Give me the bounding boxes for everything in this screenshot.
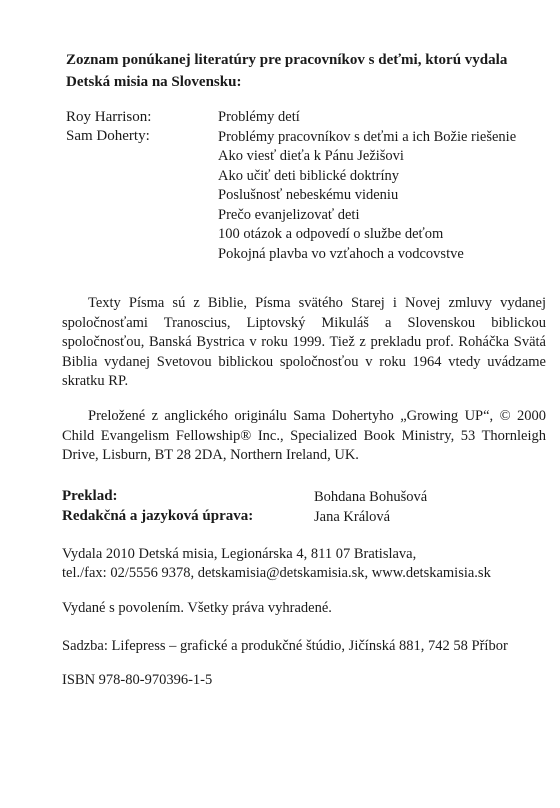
scripture-source-note: Texty Písma sú z Biblie, Písma svätého Starej i Novej zmluvy vydanej spoločnosťami Tranoscius, Liptovský Mikuláš a Slovenskou biblickou spoločnosťou, Banská Bystrica v roku 1999. Tiež z prekladu prof. Roháčka Svätá Biblia vydanej Svetovou biblickou spoločnosťou v roku 1964 vtedy uvádzame skratku RP.: [62, 295, 546, 389]
book-title: Problémy pracovníkov s deťmi a ich Božie riešenie: [218, 128, 517, 145]
credit-label-translation: Preklad:: [62, 488, 118, 504]
book-title: Pokojná plavba vo vzťahoch a vodcovstve: [218, 245, 464, 262]
book-title: Prečo evanjelizovať deti: [218, 206, 360, 223]
rights-notice: Vydané s povolením. Všetky práva vyhradené.: [62, 600, 332, 616]
typesetting-credit: Sadzba: Lifepress – grafické a produkčné štúdio, Jičínská 881, 742 58 Příbor: [62, 638, 508, 654]
credit-value-translation: Bohdana Bohušová: [314, 489, 428, 505]
book-title: Problémy detí: [218, 109, 300, 125]
credit-value-editing: Jana Králová: [314, 509, 391, 525]
translation-source-note: Preložené z anglického originálu Sama Dohertyho „Growing UP“, © 2000 Child Evangelism Fellowship® Inc., Specialized Book Ministry, 53 Thornleigh Drive, Lisburn, BT 28 2DA, Northern Ireland, UK.: [62, 408, 546, 463]
book-title: 100 otázok a odpovedí o službe deťom: [218, 226, 444, 242]
book-title: Ako učiť deti biblické doktríny: [218, 167, 399, 184]
publisher-contact-line: tel./fax: 02/5556 9378, detskamisia@detskamisia.sk, www.detskamisia.sk: [62, 565, 491, 581]
book-title: Poslušnosť nebeskému videniu: [218, 187, 399, 203]
isbn: ISBN 978-80-970396-1-5: [62, 672, 213, 688]
author-sam-doherty: Sam Doherty:: [66, 128, 150, 144]
author-roy-harrison: Roy Harrison:: [66, 109, 152, 125]
publisher-line: Vydala 2010 Detská misia, Legionárska 4, 811 07 Bratislava,: [62, 546, 417, 562]
credit-label-editing: Redakčná a jazyková úprava:: [62, 508, 254, 524]
book-title: Ako viesť dieťa k Pánu Ježišovi: [218, 148, 404, 164]
literature-list-intro: Zoznam ponúkanej literatúry pre pracovníkov s deťmi, ktorú vydala Detská misia na Slovensku:: [66, 52, 508, 90]
book-list: [218, 108, 558, 264]
